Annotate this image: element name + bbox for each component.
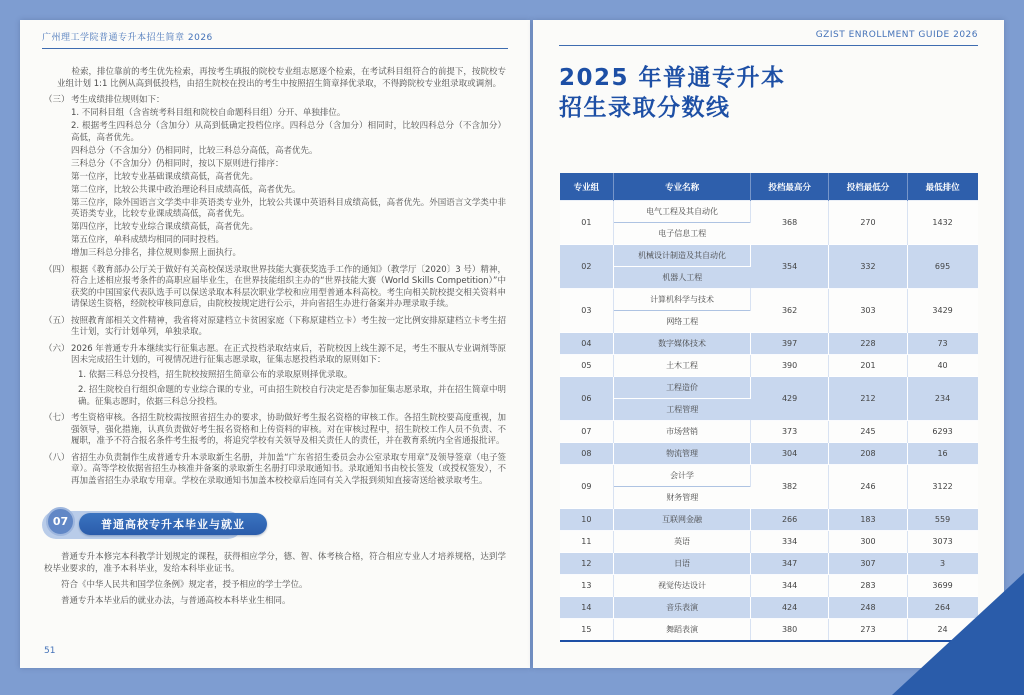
rule-item-label: （三） <box>44 95 70 105</box>
cell-max-score: 368 <box>750 201 828 245</box>
page-title <box>559 63 978 123</box>
cell-min-score: 201 <box>829 355 907 377</box>
cell-max-score: 354 <box>750 245 828 289</box>
cell-major: 电气工程及其自动化 <box>614 201 751 223</box>
cell-group: 08 <box>560 443 614 465</box>
cell-min-score: 248 <box>829 597 907 619</box>
cell-min-score: 228 <box>829 333 907 355</box>
cell-max-score: 373 <box>750 421 828 443</box>
cell-major: 工程造价 <box>614 377 751 399</box>
col-header-max-score: 投档最高分 <box>750 173 828 201</box>
cell-min-rank: 1432 <box>907 201 977 245</box>
table-row <box>560 355 978 377</box>
cell-min-score: 183 <box>829 509 907 531</box>
cell-group: 09 <box>560 465 614 509</box>
rule-item: （五） 按照教育部相关文件精神，我省将对原建档立卡贫困家庭（下称原建档立卡）考生按一定比例安排原建档立卡考生招生计划，实行计划单列，单独录取。 <box>44 315 506 337</box>
table-row <box>560 421 978 443</box>
table-row <box>560 289 978 311</box>
table-row <box>560 201 978 223</box>
table-row <box>560 531 978 553</box>
section-paragraph: 普通专升本毕业后的就业办法，与普通高校本科毕业生相同。 <box>61 596 291 606</box>
page-title-line1: 2025 年普通专升本 <box>559 65 786 91</box>
cell-min-score: 246 <box>829 465 907 509</box>
rule-item: （三） 考生成绩排位规则如下： <box>44 95 165 105</box>
corner-triangle-decoration <box>892 573 1024 695</box>
cell-major: 土木工程 <box>614 355 751 377</box>
rule-line: 第四位序，比较专业综合课成绩高低，高者优先。 <box>71 222 259 232</box>
rule-line: 1. 依据三科总分投档，招生院校按照招生简章公布的录取原则择优录取。 <box>78 370 353 380</box>
section-badge <box>42 507 512 541</box>
rules-list <box>44 67 506 487</box>
rule-line: 检索，排位靠前的考生优先检索，再按考生填报的院校专业组志愿逐个检索，在考试科目组符合的前提下，按院校专业组计划 1:1 比例从高到低投档，由招生院校在投出的考生中按照招生简章择优录取，不得跨院校专业组录取或调剂。 <box>57 67 506 89</box>
cell-min-rank: 559 <box>907 509 977 531</box>
rule-line: 1. 不同科目组（含省统考科目组和院校自命题科目组）分开、单独排位。 <box>71 108 346 118</box>
cell-major: 电子信息工程 <box>614 223 751 245</box>
cell-min-rank: 3 <box>907 553 977 575</box>
cell-major: 网络工程 <box>614 311 751 333</box>
cell-group: 01 <box>560 201 614 245</box>
table-row <box>560 509 978 531</box>
cell-major: 物流管理 <box>614 443 751 465</box>
section-title: 普通高校专升本毕业与就业 <box>79 513 267 535</box>
rule-line: 2. 根据考生四科总分（含加分）从高到低确定投档位序。四科总分（含加分）相同时，比较四科总分（不含加分）高低，高者优先。 <box>71 121 506 143</box>
rule-item-label: （六） <box>44 343 70 354</box>
rule-item-label: （八） <box>44 452 70 463</box>
cell-group: 11 <box>560 531 614 553</box>
cell-min-score: 283 <box>829 575 907 597</box>
rule-line: 第三位序，除外国语言文学类中非英语类专业外，比较公共课中英语科目成绩高低，高者优先。外国语言文学类中非英语类专业，比较专业课成绩高低，高者优先。 <box>71 197 506 219</box>
rule-line: 增加三科总分排名，排位规则参照上面执行。 <box>71 248 242 258</box>
cell-group: 06 <box>560 377 614 421</box>
cell-major: 日语 <box>614 553 751 575</box>
cell-major: 机器人工程 <box>614 267 751 289</box>
cell-min-rank: 73 <box>907 333 977 355</box>
cell-max-score: 304 <box>750 443 828 465</box>
col-header-group: 专业组 <box>560 173 614 201</box>
rule-line: 第二位序，比较公共课中政治理论科目成绩高低，高者优先。 <box>71 184 301 195</box>
cell-max-score: 266 <box>750 509 828 531</box>
cell-min-rank: 6293 <box>907 421 977 443</box>
cell-max-score: 334 <box>750 531 828 553</box>
booklet-spread <box>20 20 1004 668</box>
rule-line: 2. 招生院校自行组织命题的专业综合课的专业，可由招生院校自行决定是否参加征集志愿录取，并在招生简章中明确。征集志愿时，依据三科总分投档。 <box>78 385 506 407</box>
cell-group: 05 <box>560 355 614 377</box>
cell-group: 15 <box>560 619 614 642</box>
section-paragraphs <box>44 551 506 607</box>
cell-group: 13 <box>560 575 614 597</box>
cell-major: 工程管理 <box>614 399 751 421</box>
cell-max-score: 429 <box>750 377 828 421</box>
cell-max-score: 347 <box>750 553 828 575</box>
cell-major: 计算机科学与技术 <box>614 289 751 311</box>
cell-max-score: 382 <box>750 465 828 509</box>
cell-min-score: 307 <box>829 553 907 575</box>
cell-max-score: 397 <box>750 333 828 355</box>
cell-major: 市场营销 <box>614 421 751 443</box>
cell-min-rank: 234 <box>907 377 977 421</box>
col-header-min-score: 投档最低分 <box>829 173 907 201</box>
table-row <box>560 377 978 399</box>
cell-min-rank: 3699 <box>907 575 977 597</box>
right-page-header: GZIST ENROLLMENT GUIDE 2026 <box>559 30 978 46</box>
rule-item-label: （七） <box>44 413 70 423</box>
cell-major: 音乐表演 <box>614 597 751 619</box>
cell-group: 03 <box>560 289 614 333</box>
cell-group: 07 <box>560 421 614 443</box>
table-row <box>560 245 978 267</box>
cell-group: 12 <box>560 553 614 575</box>
rule-item-label: （四） <box>44 264 70 275</box>
cell-major: 会计学 <box>614 465 751 487</box>
cell-max-score: 380 <box>750 619 828 642</box>
col-header-min-rank: 最低排位 <box>907 173 977 201</box>
rule-item: （八） 省招生办负责制作生成普通专升本录取新生名册，并加盖“广东省招生委员会办公室录取专用章”及领导签章（电子签章）。高等学校依据省招生办核准并备案的录取新生名册打印录取通知书。录取通知书由校长签发（或授权签发），不再加盖省招生办录取专用章。学校在录取通知书加盖本校校章后连同有关入学报到须知直接寄送给被录取考生。 <box>44 452 506 486</box>
cell-min-rank: 3073 <box>907 531 977 553</box>
table-row <box>560 553 978 575</box>
cell-major: 数字媒体技术 <box>614 333 751 355</box>
cell-min-rank: 16 <box>907 443 977 465</box>
cell-major: 英语 <box>614 531 751 553</box>
section-paragraph: 符合《中华人民共和国学位条例》规定者，授予相应的学士学位。 <box>61 580 308 590</box>
rule-line: 第一位序，比较专业基础课成绩高低，高者优先。 <box>71 171 259 182</box>
cell-min-score: 245 <box>829 421 907 443</box>
page-left <box>20 20 530 668</box>
cell-major: 机械设计制造及其自动化 <box>614 245 751 267</box>
cell-major: 舞蹈表演 <box>614 619 751 642</box>
cell-min-rank: 3122 <box>907 465 977 509</box>
table-header-row <box>560 173 978 201</box>
section-number-badge: 07 <box>46 507 75 536</box>
cell-min-rank: 264 <box>907 597 977 619</box>
table-row <box>560 465 978 487</box>
rule-line: 四科总分（不含加分）仍相同时，比较三科总分高低，高者优先。 <box>71 145 318 156</box>
section-paragraph: 普通专升本修完本科教学计划规定的课程，获得相应学分，德、智、体考核合格，符合相应专业人才培养规格，达到学校毕业要求的，准予本科毕业，发给本科毕业证书。 <box>44 552 506 574</box>
rule-line: 第五位序，单科成绩均相同的同时投档。 <box>71 235 225 245</box>
rule-item: （六） 2026 年普通专升本继续实行征集志愿。在正式投档录取结束后，若院校因上线生源不足，考生不服从专业调剂等原因未完成招生计划的，可视情况进行征集志愿录取，征集志愿投档录取的原则如下： <box>44 343 506 365</box>
left-page-header: 广州理工学院普通专升本招生简章 2026 <box>42 30 508 49</box>
cell-major: 视觉传达设计 <box>614 575 751 597</box>
rule-line: 三科总分（不含加分）仍相同时，按以下原则进行排序： <box>71 158 284 169</box>
rule-item-label: （五） <box>44 315 70 326</box>
cell-group: 14 <box>560 597 614 619</box>
cell-max-score: 390 <box>750 355 828 377</box>
cell-max-score: 424 <box>750 597 828 619</box>
cell-min-rank: 695 <box>907 245 977 289</box>
cell-min-rank: 3429 <box>907 289 977 333</box>
cell-min-score: 332 <box>829 245 907 289</box>
rule-item: （七） 考生资格审核。各招生院校需按照省招生办的要求，协助做好考生报名资格的审核工作。各招生院校要高度重视，加强领导，强化措施，认真负责做好考生报名资格和上传资料的审核。对在审核过程中，招生院校工作人员不负责、不履职，准予不符合报名条件考生报考的，将追究学校有关领导及相关责任人的责任，并在教育系统内全省通报批评。 <box>44 413 506 446</box>
cell-min-score: 208 <box>829 443 907 465</box>
table-row <box>560 333 978 355</box>
score-table <box>560 173 978 642</box>
cell-group: 04 <box>560 333 614 355</box>
cell-major: 财务管理 <box>614 487 751 509</box>
page-title-line2: 招生录取分数线 <box>559 95 731 121</box>
cell-major: 互联网金融 <box>614 509 751 531</box>
cell-group: 10 <box>560 509 614 531</box>
rule-item: （四） 根据《教育部办公厅关于做好有关高校保送录取世界技能大赛获奖选手工作的通知》（教学厅〔2020〕3 号）精神，符合上述相应报考条件的高职应届毕业生，在世界技能组织主办的“世界技能大赛（World Skills Competition）”中获奖的中国国家代表队选手可以保送录取本科层次职业学校和应用型普通本科高校。考生向相关院校提交相关资料申请保送生资格，经院校审核同意后，由院校按规定进行公示，并向省招生办进行备案并办理录取手续。 <box>44 264 506 309</box>
table-row <box>560 443 978 465</box>
page-number-left: 51 <box>44 646 56 656</box>
page-number-right: 52 <box>966 652 978 662</box>
cell-min-score: 212 <box>829 377 907 421</box>
cell-min-rank: 24 <box>907 619 977 642</box>
cell-min-score: 300 <box>829 531 907 553</box>
cell-min-score: 270 <box>829 201 907 245</box>
cell-max-score: 362 <box>750 289 828 333</box>
cell-min-score: 273 <box>829 619 907 642</box>
cell-min-score: 303 <box>829 289 907 333</box>
cell-min-rank: 40 <box>907 355 977 377</box>
cell-group: 02 <box>560 245 614 289</box>
col-header-major: 专业名称 <box>614 173 751 201</box>
page-right <box>533 20 1004 668</box>
cell-max-score: 344 <box>750 575 828 597</box>
